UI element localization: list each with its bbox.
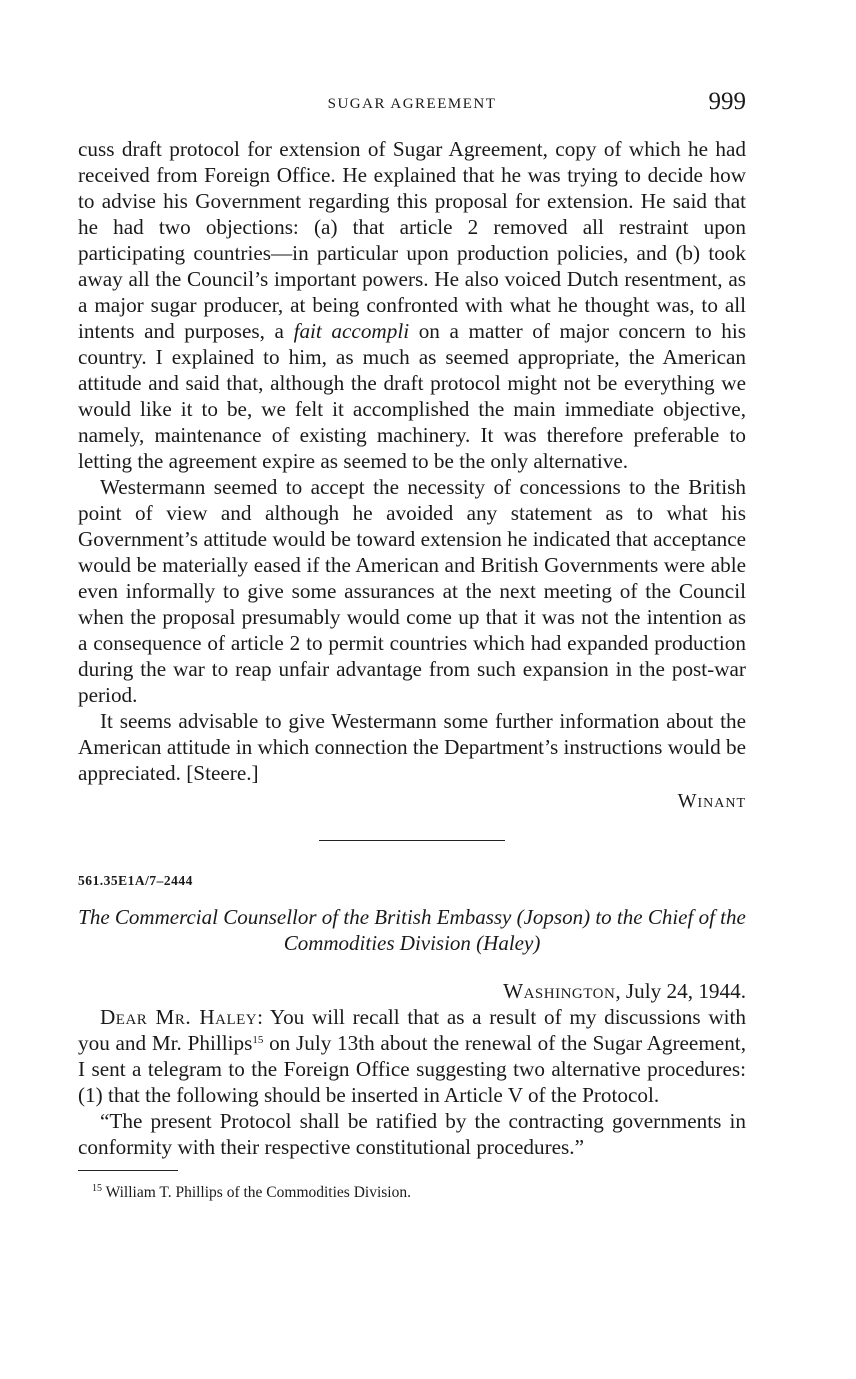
telegram-paragraph-3: It seems advisable to give Westermann some further information about the American attitude in which connection the Department’s instructions would be appreciated. [Steere.] — [78, 709, 746, 785]
paragraph-text: on July 13th about the renewal of the Sugar Agreement, I sent a telegram to the Foreign Office suggesting two alternative procedures: (1) that the following should be inserted in Article V of the Protocol. — [78, 1031, 746, 1107]
paragraph-text: on a matter of major concern to his country. I explained to him, as much as seemed appropriate, the American attitude and said that, although the draft protocol might not be everything we would like it to be, we felt it accomplished the main immediate objective, namely, maintenance of existing machinery. It was therefore preferable to letting the agreement expire as seemed to be the only alternative. — [78, 319, 746, 473]
telegram-paragraph-2: Westermann seemed to accept the necessity of concessions to the British point of view and although he avoided any statement as to what his Government’s attitude would be toward extension he indicated that acceptance would be materially eased if the American and British Governments were able even informally to give some assurances at the next meeting of the Council when the proposal presumably would come up that it was not the intention as a consequence of article 2 to permit countries which had expanded production during the war to reap unfair advantage from such expansion in the post-war period. — [78, 475, 746, 707]
footnote-text: William T. Phillips of the Commodities Division. — [105, 1184, 411, 1201]
dateline — [78, 978, 746, 1004]
letter-paragraph-1 — [78, 1004, 746, 1108]
salutation: Dear Mr. Haley — [100, 1005, 258, 1029]
footnote-reference[interactable]: 15 — [252, 1034, 264, 1046]
paragraph-text: cuss draft protocol for extension of Sugar Agreement, copy of which he had received from Foreign Office. He explained that he was trying to decide how to advise his Government regarding this proposal for extension. He said that he had two objections: (a) that article 2 removed all restraint upon participating countries—in particular upon production policies, and (b) took away all the Council’s important powers. He also voiced Dutch resentment, as a major sugar producer, at being confronted with what he thought was, to all intents and purposes, a — [78, 137, 746, 343]
document-title: The Commercial Counsellor of the British Embassy (Jopson) to the Chief of the Commodities Division (Haley) — [78, 905, 746, 955]
body-text — [78, 136, 746, 1203]
running-title: SUGAR AGREEMENT — [327, 96, 497, 112]
dateline-city: Washington — [503, 979, 616, 1003]
italic-phrase: fait accompli — [293, 319, 410, 343]
quoted-text: “The present Protocol shall be ratified by the contracting governments in conformity with their respective constitutional procedures.” — [78, 1109, 746, 1159]
paragraph-text: : You will recall that as a result of my discussions with you and Mr. Phillips — [78, 1005, 747, 1055]
dateline-date: , July 24, 1944. — [615, 979, 746, 1003]
page-number: 999 — [708, 88, 746, 115]
footnote-divider — [78, 1170, 178, 1171]
page-header — [78, 88, 746, 124]
footnote — [78, 1183, 746, 1203]
telegram-paragraph-1 — [78, 136, 746, 474]
signature: Winant — [677, 790, 746, 812]
footnote-mark: 15 — [92, 1183, 102, 1194]
section-divider — [319, 840, 505, 841]
file-number: 561.35E1A/7–2444 — [78, 873, 193, 888]
